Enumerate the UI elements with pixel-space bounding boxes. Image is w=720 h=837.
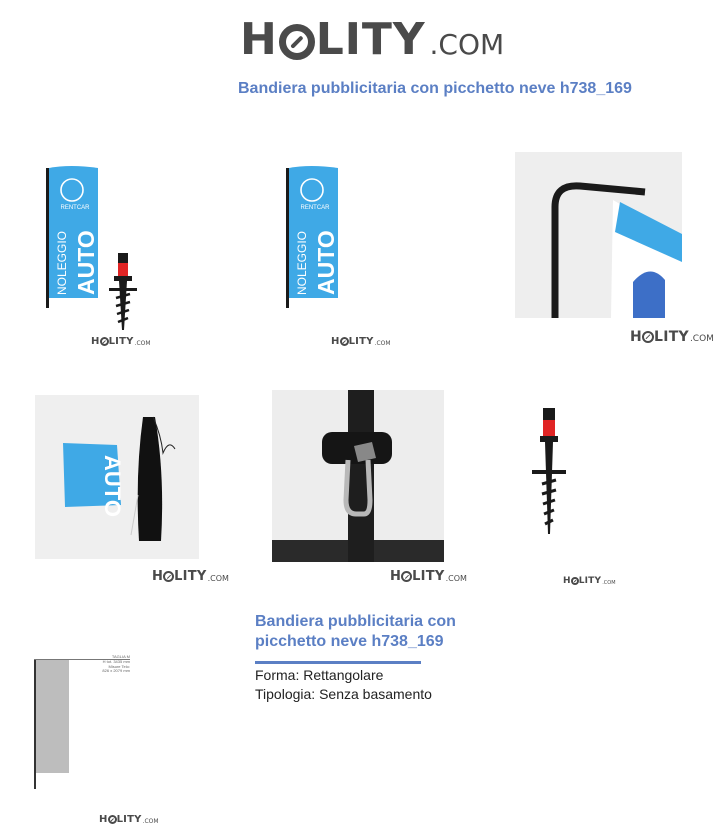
logo-domain: .COM	[142, 818, 159, 825]
drawing-height-label: H tot. 3435 mm	[102, 658, 130, 664]
logo-letters: LITY	[174, 569, 207, 584]
pole-closeup-image	[515, 152, 682, 318]
logo-letters: LITY	[108, 336, 134, 347]
flag-line1-text: NOLEGGIO	[295, 230, 309, 295]
logo-domain: .COM	[134, 340, 151, 347]
thumb-logo	[91, 337, 151, 347]
flag-line2-text: AUTO	[73, 230, 99, 295]
logo-domain: .COM	[429, 28, 505, 61]
logo-letter-h: H	[630, 329, 642, 345]
product-image-5[interactable]	[272, 390, 472, 590]
thumb-logo	[630, 330, 714, 344]
thumb-logo	[563, 577, 616, 586]
logo-letter-h: H	[91, 336, 100, 347]
logo-letters: LITY	[315, 14, 426, 65]
logo-letters: LITY	[654, 329, 689, 345]
drawing-flag	[36, 659, 69, 773]
drawing-size-label: TAGLIA M	[111, 654, 130, 659]
page-title: Bandiera pubblicitaria con picchetto neve h738_169	[238, 80, 632, 97]
logo-domain: .COM	[207, 574, 229, 583]
logo-o-icon	[340, 337, 349, 346]
logo-domain: .COM	[445, 574, 467, 583]
ground-stake-image	[520, 400, 580, 540]
title-divider	[255, 661, 421, 664]
thumb-logo	[152, 570, 229, 583]
product-image-7[interactable]	[32, 655, 162, 830]
logo-letter-h: H	[152, 569, 164, 584]
logo-letters: LITY	[412, 569, 445, 584]
spec-tipologia: Tipologia: Senza basamento	[255, 686, 432, 702]
flag-image	[270, 150, 400, 335]
flag-brand-text: RENTCAR	[300, 205, 330, 211]
drawing-label	[82, 655, 130, 674]
site-logo[interactable]	[240, 14, 505, 65]
logo-domain: .COM	[374, 340, 391, 347]
flag-line2-text: AUTO	[313, 230, 339, 295]
flag-line1-text: NOLEGGIO	[55, 230, 69, 295]
logo-letter-h: H	[563, 576, 571, 586]
folded-flag-text: AUTO	[100, 455, 125, 517]
logo-o-icon	[571, 577, 579, 585]
spec-forma: Forma: Rettangolare	[255, 667, 384, 683]
flag-with-stake-image	[30, 150, 160, 335]
bag-kit-image	[35, 395, 199, 559]
logo-letter-h: H	[240, 14, 278, 65]
product-image-4[interactable]	[35, 395, 235, 590]
flag-brand-text: RENTCAR	[60, 205, 90, 211]
logo-domain: .COM	[689, 334, 714, 344]
thumb-logo	[99, 815, 159, 825]
logo-o-icon	[163, 571, 174, 582]
logo-letter-h: H	[99, 814, 108, 825]
thumb-logo	[331, 337, 391, 347]
logo-domain: .COM	[602, 580, 616, 586]
thumb-logo	[390, 570, 467, 583]
drawing-cloth-size: 826 x 2079 mm	[102, 668, 130, 674]
logo-letters: LITY	[578, 576, 602, 586]
logo-letter-h: H	[331, 336, 340, 347]
clamp-closeup-image	[272, 390, 444, 562]
product-image-6[interactable]	[520, 400, 620, 590]
logo-letters: LITY	[116, 814, 142, 825]
logo-letters: LITY	[348, 336, 374, 347]
product-image-3[interactable]	[515, 152, 714, 352]
logo-o-icon	[401, 571, 412, 582]
logo-o-icon	[642, 331, 654, 343]
product-title: Bandiera pubblicitaria con picchetto neve h738_169	[255, 613, 456, 650]
logo-o-icon	[100, 337, 109, 346]
logo-letter-h: H	[390, 569, 402, 584]
product-image-1[interactable]	[30, 150, 160, 350]
product-image-2[interactable]	[270, 150, 400, 350]
logo-o-icon	[108, 815, 117, 824]
logo-o-icon	[279, 24, 315, 60]
drawing-cloth-label: Misure Telo:	[108, 663, 130, 669]
